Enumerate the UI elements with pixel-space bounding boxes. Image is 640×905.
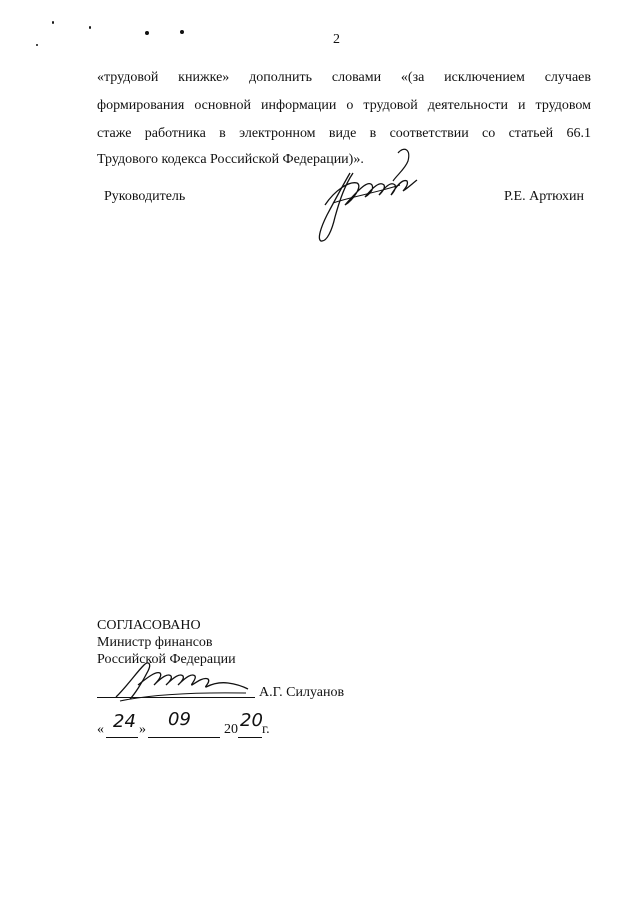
date-day: 24 xyxy=(113,711,136,732)
date-year-line xyxy=(238,737,262,738)
date-end: г. xyxy=(262,722,270,737)
approver-role-line-2: Российской Федерации xyxy=(97,652,236,667)
signatory-position: Руководитель xyxy=(104,189,186,204)
body-line-2: формирования основной информации о трудовой деятельности и трудовом xyxy=(97,98,591,113)
scan-speck xyxy=(180,30,184,34)
signature-siluanov xyxy=(108,655,258,710)
scan-speck xyxy=(52,21,54,24)
scan-speck xyxy=(89,26,91,29)
body-line-3: стаже работника в электронном виде в соответствии со статьей 66.1 xyxy=(97,126,591,141)
date-year-suffix: 20 xyxy=(240,710,263,731)
approver-name: А.Г. Силуанов xyxy=(259,685,345,700)
body-line-1: «трудовой книжке» дополнить словами «(за исключением случаев xyxy=(97,70,591,85)
scan-speck xyxy=(145,31,149,35)
signatory-name: Р.Е. Артюхин xyxy=(504,189,585,204)
date-month: 09 xyxy=(168,709,191,730)
body-line-4: Трудового кодекса Российской Федерации)». xyxy=(97,152,364,167)
signature-artyukhin xyxy=(305,145,420,245)
approver-role-line-1: Министр финансов xyxy=(97,635,213,650)
date-year-prefix: 20 xyxy=(224,722,238,737)
date-day-line xyxy=(106,737,138,738)
date-open-quote: « xyxy=(97,722,104,737)
date-month-line xyxy=(148,737,220,738)
approval-heading: СОГЛАСОВАНО xyxy=(97,618,201,633)
date-close-quote: » xyxy=(139,722,146,737)
page-number: 2 xyxy=(333,32,340,47)
scan-speck xyxy=(36,44,38,46)
